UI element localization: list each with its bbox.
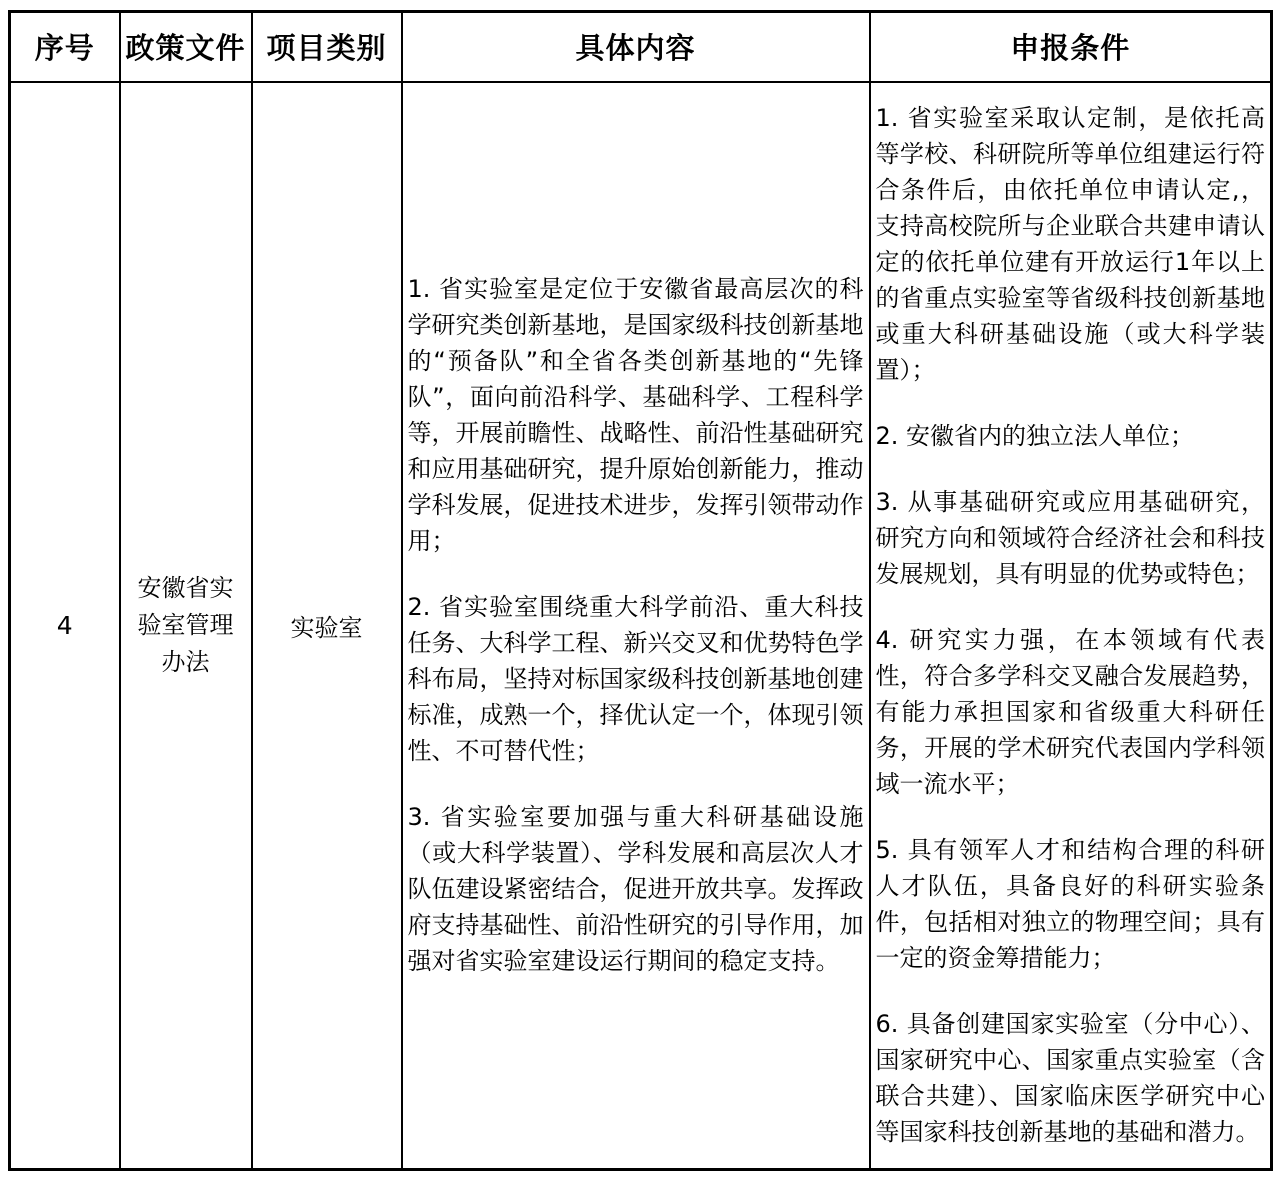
- condition-paragraph-3: 3. 从事基础研究或应用基础研究，研究方向和领域符合经济社会和科技发展规划，具有明显的优势或特色；: [875, 488, 1265, 589]
- cell-serial-number: 4: [10, 82, 120, 1170]
- condition-paragraph-4: 4. 研究实力强，在本领域有代表性，符合多学科交叉融合发展趋势，有能力承担国家和省级重大科研任务，开展的学术研究代表国内学科领域一流水平；: [875, 626, 1265, 799]
- content-paragraph-2: 2. 省实验室围绕重大科学前沿、重大科技任务、大科学工程、新兴交叉和优势特色学科布局，坚持对标国家级科技创新基地创建标准，成熟一个，择优认定一个，体现引领性、不可替代性；: [407, 593, 864, 766]
- condition-paragraph-5: 5. 具有领军人才和结构合理的科研人才队伍，具备良好的科研实验条件，包括相对独立的物理空间；具有一定的资金筹措能力；: [875, 836, 1265, 973]
- policy-table: [8, 10, 1273, 1171]
- header-policy-document: 政策文件: [120, 12, 252, 82]
- cell-policy-document: 安徽省实验室管理办法: [120, 82, 252, 1170]
- header-serial: 序号: [10, 12, 120, 82]
- content-paragraph-1: 1. 省实验室是定位于安徽省最高层次的科学研究类创新基地，是国家级科技创新基地的“预备队”和全省各类创新基地的“先锋队”，面向前沿科学、基础科学、工程科学等，开展前瞻性、战略性、前沿性基础研究和应用基础研究，提升原始创新能力，推动学科发展，促进技术进步，发挥引领带动作用；: [407, 275, 864, 556]
- condition-paragraph-6: 6. 具备创建国家实验室（分中心）、国家研究中心、国家重点实验室（含联合共建）、国家临床医学研究中心等国家科技创新基地的基础和潜力。: [875, 1010, 1265, 1147]
- table-header-row: [10, 12, 1272, 82]
- content-paragraph-3: 3. 省实验室要加强与重大科研基础设施（或大科学装置）、学科发展和高层次人才队伍建设紧密结合，促进开放共享。发挥政府支持基础性、前沿性研究的引导作用，加强对省实验室建设运行期间的稳定支持。: [407, 803, 864, 976]
- header-application-conditions: 申报条件: [870, 12, 1272, 82]
- header-project-category: 项目类别: [252, 12, 402, 82]
- cell-specific-content: [402, 82, 870, 1170]
- cell-application-conditions: [870, 82, 1272, 1170]
- header-specific-content: 具体内容: [402, 12, 870, 82]
- condition-paragraph-1: 1. 省实验室采取认定制，是依托高等学校、科研院所等单位组建运行符合条件后，由依托单位申请认定,，支持高校院所与企业联合共建申请认定的依托单位建有开放运行1年以上的省重点实验室等省级科技创新基地或重大科研基础设施（或大科学装置）；: [875, 104, 1265, 385]
- cell-project-category: 实验室: [252, 82, 402, 1170]
- condition-paragraph-2: 2. 安徽省内的独立法人单位；: [875, 422, 1195, 451]
- table-row: [10, 82, 1272, 1170]
